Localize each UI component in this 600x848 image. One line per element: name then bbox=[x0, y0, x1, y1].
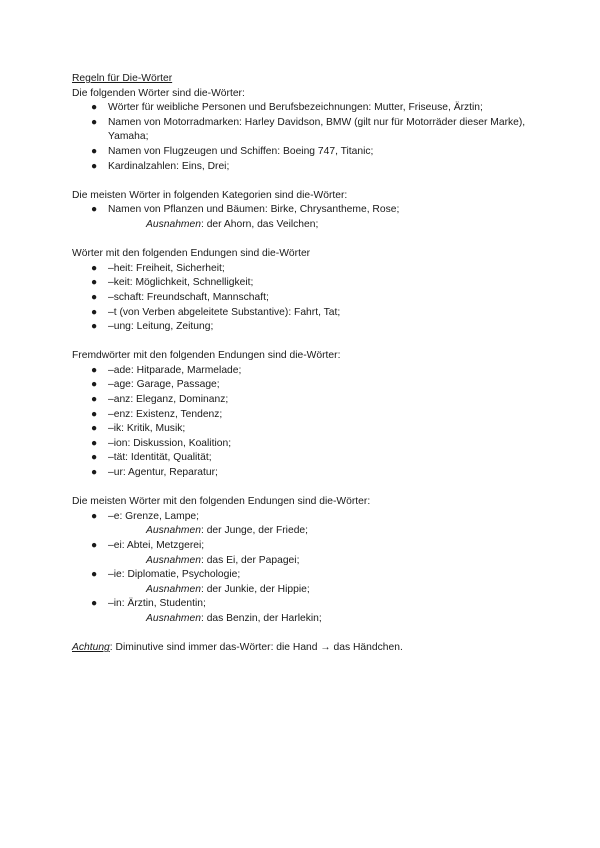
list-item: ● –ei: Abtei, Metzgerei; bbox=[72, 539, 530, 554]
bullet-icon: ● bbox=[91, 291, 98, 303]
exception-line: Ausnahmen: das Ei, der Papagei; bbox=[146, 554, 300, 566]
bullet-icon: ● bbox=[91, 145, 98, 157]
list-item: ● Wörter für weibliche Personen und Berufsbezeichnungen: Mutter, Friseuse, Ärztin; bbox=[72, 101, 530, 116]
bullet-icon: ● bbox=[91, 569, 98, 581]
bullet-icon: ● bbox=[91, 364, 98, 376]
list-item: ● –t (von Verben abgeleitete Substantive): Fahrt, Tat; bbox=[72, 306, 530, 321]
bullet-list bbox=[72, 510, 530, 525]
list-item: ● –ie: Diplomatie, Psychologie; bbox=[72, 568, 530, 583]
list-item: ● Namen von Flugzeugen und Schiffen: Boeing 747, Titanic; bbox=[72, 145, 530, 160]
bullet-icon: ● bbox=[91, 423, 98, 435]
list-item: ● Kardinalzahlen: Eins, Drei; bbox=[72, 160, 530, 175]
bullet-list bbox=[72, 262, 530, 335]
bullet-list bbox=[72, 597, 530, 612]
list-item: ● –heit: Freiheit, Sicherheit; bbox=[72, 262, 530, 277]
list-item: ● –in: Ärztin, Studentin; bbox=[72, 597, 530, 612]
bullet-icon: ● bbox=[91, 116, 98, 128]
bullet-list bbox=[72, 568, 530, 583]
list-item: ● –ade: Hitparade, Marmelade; bbox=[72, 364, 530, 379]
section-heading: Die folgenden Wörter sind die-Wörter: bbox=[72, 87, 245, 99]
list-item: ● –ung: Leitung, Zeitung; bbox=[72, 320, 530, 335]
bullet-list bbox=[72, 364, 530, 481]
bullet-icon: ● bbox=[91, 102, 98, 114]
bullet-icon: ● bbox=[91, 408, 98, 420]
list-item: ● Namen von Pflanzen und Bäumen: Birke, Chrysantheme, Rose; bbox=[72, 203, 530, 218]
list-item: ● –tät: Identität, Qualität; bbox=[72, 451, 530, 466]
list-item: ● –schaft: Freundschaft, Mannschaft; bbox=[72, 291, 530, 306]
bullet-icon: ● bbox=[91, 204, 98, 216]
section-heading: Fremdwörter mit den folgenden Endungen sind die-Wörter: bbox=[72, 350, 341, 362]
bullet-icon: ● bbox=[91, 262, 98, 274]
bullet-icon: ● bbox=[91, 160, 98, 172]
section-categories bbox=[72, 189, 530, 233]
exception-line: Ausnahmen: das Benzin, der Harlekin; bbox=[146, 612, 322, 624]
exception-line: Ausnahmen: der Junge, der Friede; bbox=[146, 525, 309, 537]
bullet-icon: ● bbox=[91, 394, 98, 406]
list-item: ● –keit: Möglichkeit, Schnelligkeit; bbox=[72, 276, 530, 291]
bullet-icon: ● bbox=[91, 379, 98, 391]
bullet-list bbox=[72, 203, 530, 218]
list-item: ● –ur: Agentur, Reparatur; bbox=[72, 466, 530, 481]
section-endings bbox=[72, 247, 530, 335]
section-heading: Wörter mit den folgenden Endungen sind die-Wörter bbox=[72, 248, 311, 260]
note-line bbox=[72, 641, 530, 656]
bullet-icon: ● bbox=[91, 437, 98, 449]
bullet-list bbox=[72, 101, 530, 174]
section-heading: Die meisten Wörter mit den folgenden Endungen sind die-Wörter: bbox=[72, 496, 371, 508]
section-foreign-words bbox=[72, 349, 530, 480]
note-text: : Diminutive sind immer das-Wörter: die Hand → das Händchen. bbox=[109, 642, 403, 654]
bullet-icon: ● bbox=[91, 598, 98, 610]
section-most-endings bbox=[72, 495, 530, 626]
bullet-icon: ● bbox=[91, 452, 98, 464]
bullet-icon: ● bbox=[91, 540, 98, 551]
bullet-icon: ● bbox=[91, 306, 98, 318]
list-item: ● –ion: Diskussion, Koalition; bbox=[72, 437, 530, 452]
bullet-icon: ● bbox=[91, 277, 98, 289]
note-label: Achtung bbox=[72, 642, 110, 654]
section-feminine-words bbox=[72, 87, 530, 175]
bullet-list bbox=[72, 539, 530, 554]
exception-line: Ausnahmen: der Junkie, der Hippie; bbox=[146, 583, 310, 595]
list-item: ● –ik: Kritik, Musik; bbox=[72, 422, 530, 437]
exception-line: Ausnahmen: der Ahorn, das Veilchen; bbox=[146, 218, 319, 230]
list-item: ● –anz: Eleganz, Dominanz; bbox=[72, 393, 530, 408]
bullet-icon: ● bbox=[91, 321, 98, 333]
list-item: ● –age: Garage, Passage; bbox=[72, 378, 530, 393]
list-item: ● –e: Grenze, Lampe; bbox=[72, 510, 530, 525]
bullet-icon: ● bbox=[91, 467, 98, 479]
list-item: ● –enz: Existenz, Tendenz; bbox=[72, 408, 530, 423]
list-item: ● Namen von Motorradmarken: Harley Davidson, BMW (gilt nur für Motorräder dieser Marke), Yamaha; bbox=[91, 116, 526, 143]
document-title: Regeln für Die-Wörter bbox=[72, 73, 173, 84]
bullet-icon: ● bbox=[91, 510, 98, 522]
section-heading: Die meisten Wörter in folgenden Kategorien sind die-Wörter: bbox=[72, 189, 348, 201]
